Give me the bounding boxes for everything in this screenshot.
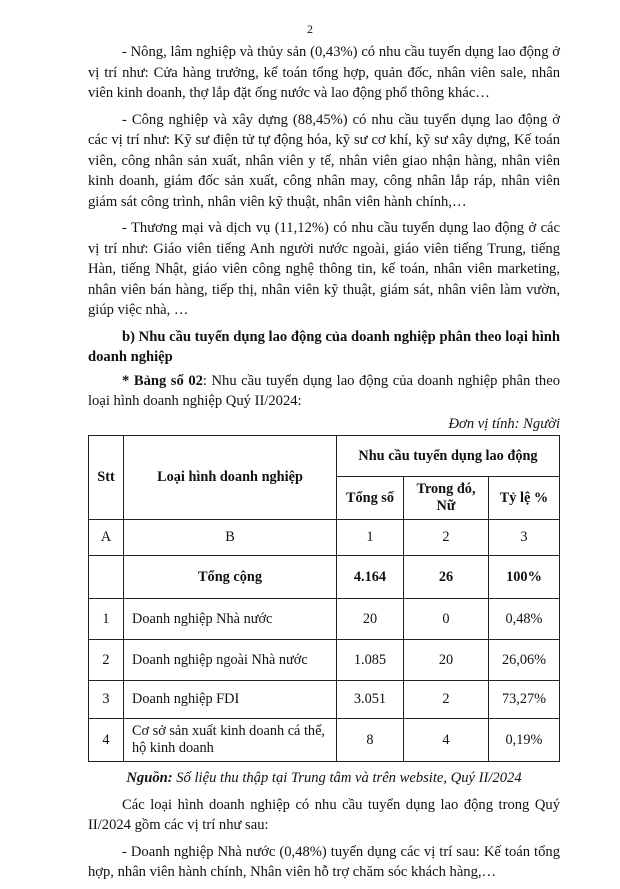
table-row — [89, 640, 560, 681]
header-female: Trong đó, Nữ — [404, 477, 489, 520]
total-label: Tổng cộng — [124, 556, 337, 599]
unit-note: Đơn vị tính: Người — [448, 415, 560, 432]
table-header-row — [89, 436, 560, 477]
row-female: 20 — [404, 640, 489, 681]
row-stt: 2 — [89, 640, 124, 681]
paragraph-services: - Thương mại và dịch vụ (11,12%) có nhu cầu tuyển dụng lao động ở các vị trí như: Giáo viên tiếng Anh người nước ngoài, giáo viên tiếng Trung, tiếng Hàn, tiếng Nhật, giáo viên công nghệ thông tin, kế toán, nhân viên marketing, nhân viên bán hàng, tiếp thị, nhân viên kỹ thuật, giám sát, nhân viên làm vườn, giúp việc nhà, … — [88, 220, 560, 318]
table-row — [89, 719, 560, 762]
table-row — [89, 599, 560, 640]
row-total: 3.051 — [337, 681, 404, 719]
table-index-row — [89, 520, 560, 556]
page-number: 2 — [307, 22, 313, 36]
total-female: 26 — [404, 556, 489, 599]
table-caption — [88, 371, 560, 412]
table-caption-prefix: * Bảng số 02 — [122, 372, 203, 389]
header-enterprise-type: Loại hình doanh nghiệp — [124, 436, 337, 520]
index-cell: B — [124, 520, 337, 556]
index-cell: 2 — [404, 520, 489, 556]
row-total: 8 — [337, 719, 404, 762]
page-content — [88, 42, 560, 889]
paragraph-state-enterprise: - Doanh nghiệp Nhà nước (0,48%) tuyển dụng các vị trí sau: Kế toán tổng hợp, nhân viên hành chính, Nhân viên hỗ trợ chăm sóc khách hàng,… — [88, 843, 560, 880]
header-total: Tổng số — [337, 477, 404, 520]
row-total: 1.085 — [337, 640, 404, 681]
total-count: 4.164 — [337, 556, 404, 599]
total-stt-cell — [89, 556, 124, 599]
header-ratio: Tỷ lệ % — [489, 477, 560, 520]
table-total-row — [89, 556, 560, 599]
row-female: 2 — [404, 681, 489, 719]
paragraph-industry: - Công nghiệp và xây dựng (88,45%) có nhu cầu tuyển dụng lao động ở các vị trí như: Kỹ sư điện tử tự động hóa, kỹ sư cơ khí, kỹ sư xây dựng, Kế toán viên, công nhân sản xuất, nhân viên y tế, nhân viên giao nhận hàng, nhân viên kinh doanh, giám đốc sản xuất, công nhân may, công nhân lắp ráp, nhân viên giám sát công trình, nhân viên kỹ thuật, nhân viên hành chính,… — [88, 111, 560, 210]
row-type: Doanh nghiệp FDI — [124, 681, 337, 719]
row-stt: 3 — [89, 681, 124, 719]
recruitment-table — [88, 435, 560, 762]
paragraph-agriculture: - Nông, lâm nghiệp và thủy sản (0,43%) có nhu cầu tuyển dụng lao động ở vị trí như: Cửa hàng trưởng, kế toán tổng hợp, quản đốc, nhân viên sale, nhân viên kinh doanh, thợ lắp đặt ống nước và lao động phổ thông khác… — [88, 44, 560, 101]
index-cell: A — [89, 520, 124, 556]
row-stt: 4 — [89, 719, 124, 762]
index-cell: 3 — [489, 520, 560, 556]
source-label: Nguồn: — [126, 770, 173, 786]
header-demand-group: Nhu cầu tuyển dụng lao động — [337, 436, 560, 477]
table-row — [89, 681, 560, 719]
table-caption-text: : Nhu cầu tuyển dụng lao động của doanh nghiệp phân theo loại hình doanh nghiệp Quý II/2024: — [88, 372, 560, 409]
row-type: Cơ sở sản xuất kinh doanh cá thể, hộ kinh doanh — [124, 719, 337, 762]
row-ratio: 26,06% — [489, 640, 560, 681]
row-female: 4 — [404, 719, 489, 762]
row-ratio: 73,27% — [489, 681, 560, 719]
row-stt: 1 — [89, 599, 124, 640]
source-text: Số liệu thu thập tại Trung tâm và trên website, Quý II/2024 — [172, 770, 522, 786]
row-total: 20 — [337, 599, 404, 640]
row-type: Doanh nghiệp Nhà nước — [124, 599, 337, 640]
row-ratio: 0,48% — [489, 599, 560, 640]
row-female: 0 — [404, 599, 489, 640]
paragraph-intro-positions: Các loại hình doanh nghiệp có nhu cầu tuyển dụng lao động trong Quý II/2024 gồm các vị trí như sau: — [88, 796, 560, 833]
total-ratio: 100% — [489, 556, 560, 599]
row-type: Doanh nghiệp ngoài Nhà nước — [124, 640, 337, 681]
section-heading: b) Nhu cầu tuyển dụng lao động của doanh nghiệp phân theo loại hình doanh nghiệp — [88, 328, 560, 365]
table-source — [88, 768, 560, 789]
row-ratio: 0,19% — [489, 719, 560, 762]
header-stt: Stt — [89, 436, 124, 520]
index-cell: 1 — [337, 520, 404, 556]
